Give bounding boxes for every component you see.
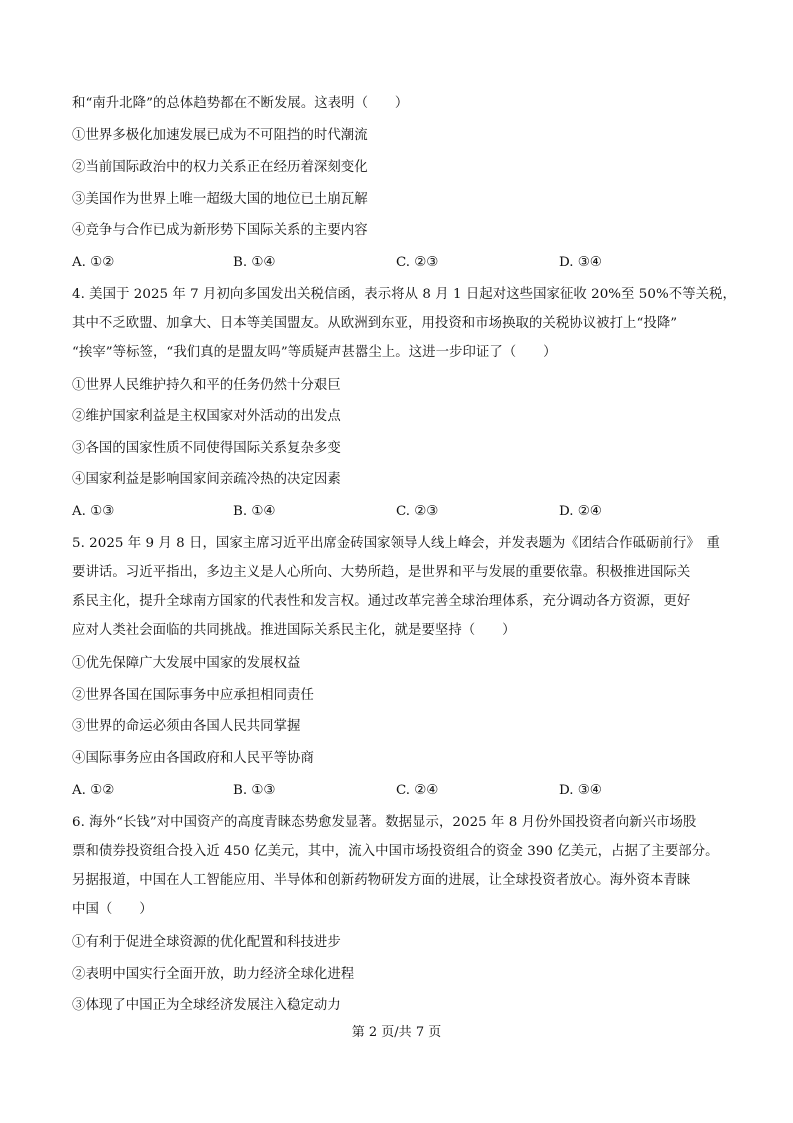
- q6-item-3: ③体现了中国正为全球经济发展注入稳定动力: [72, 998, 341, 1013]
- q6-item-2: ②表明中国实行全面开放，助力经济全球化进程: [72, 967, 355, 982]
- q5-option-c: C. ②④: [396, 783, 439, 798]
- q3-option-c: C. ②③: [396, 255, 439, 270]
- q4-options: [72, 503, 732, 521]
- q5-stem-line-4: 应对人类社会面临的共同挑战。推进国际关系民主化，就是要坚持（ ）: [72, 623, 516, 638]
- q3-stem-tail: 和“南升北降”的总体趋势都在不断发展。这表明（ ）: [72, 96, 409, 111]
- q5-options: [72, 782, 732, 800]
- q3-item-2: ②当前国际政治中的权力关系正在经历着深刻变化: [72, 160, 368, 175]
- q5-stem-line-1: 5. 2025 年 9 月 8 日，国家主席习近平出席金砖国家领导人线上峰会，并发表题为《团结合作砥砺前行》 重: [72, 536, 720, 551]
- q3-option-b: B. ①④: [233, 255, 276, 270]
- q5-stem-line-3: 系民主化，提升全球南方国家的代表性和发言权。通过改革完善全球治理体系，充分调动各方资源，更好: [72, 594, 691, 609]
- page-number: 第 2 页/共 7 页: [351, 1025, 442, 1040]
- q5-item-4: ④国际事务应由各国政府和人民平等协商: [72, 751, 314, 766]
- q4-option-b: B. ①④: [233, 504, 276, 519]
- q5-option-a: A. ①②: [72, 783, 115, 798]
- q4-item-1: ①世界人民维护持久和平的任务仍然十分艰巨: [72, 378, 341, 393]
- q5-item-3: ③世界的命运必须由各国人民共同掌握: [72, 719, 301, 734]
- q3-item-1: ①世界多极化加速发展已成为不可阻挡的时代潮流: [72, 128, 368, 143]
- q3-options: [72, 254, 732, 272]
- q4-stem-line-3: “挨宰”等标签，“我们真的是盟友吗”等质疑声甚嚣尘上。这进一步印证了（ ）: [72, 345, 557, 360]
- q3-option-d: D. ③④: [559, 255, 602, 270]
- q4-option-a: A. ①③: [72, 504, 115, 519]
- q4-item-4: ④国家利益是影响国家间亲疏冷热的决定因素: [72, 472, 341, 487]
- q6-item-1: ①有利于促进全球资源的优化配置和科技进步: [72, 935, 341, 950]
- q4-item-3: ③各国的国家性质不同使得国际关系复杂多变: [72, 441, 341, 456]
- q5-stem-line-2: 要讲话。习近平指出，多边主义是人心所向、大势所趋，是世界和平与发展的重要依靠。积极推进国际关: [72, 565, 691, 580]
- q3-item-4: ④竞争与合作已成为新形势下国际关系的主要内容: [72, 223, 368, 238]
- q4-stem-line-2: 其中不乏欧盟、加拿大、日本等美国盟友。从欧洲到东亚，用投资和市场换取的关税协议被打上“投降”: [72, 316, 678, 331]
- q5-option-b: B. ①③: [233, 783, 276, 798]
- q3-option-a: A. ①②: [72, 255, 115, 270]
- q4-stem-line-1: 4. 美国于 2025 年 7 月初向多国发出关税信函，表示将从 8 月 1 日起对这些国家征收 20%至 50%不等关税，: [72, 287, 736, 302]
- q5-item-1: ①优先保障广大发展中国家的发展权益: [72, 656, 301, 671]
- q5-option-d: D. ③④: [559, 783, 602, 798]
- q4-item-2: ②维护国家利益是主权国家对外活动的出发点: [72, 409, 341, 424]
- q5-item-2: ②世界各国在国际事务中应承担相同责任: [72, 688, 314, 703]
- q6-stem-line-4: 中国（ ）: [72, 902, 153, 917]
- q4-option-c: C. ②③: [396, 504, 439, 519]
- q6-stem-line-1: 6. 海外“长钱”对中国资产的高度青睐态势愈发显著。数据显示，2025 年 8 月份外国投资者向新兴市场股: [72, 815, 697, 830]
- q3-item-3: ③美国作为世界上唯一超级大国的地位已土崩瓦解: [72, 192, 368, 207]
- q6-stem-line-3: 另据报道，中国在人工智能应用、半导体和创新药物研发方面的进展，让全球投资者放心。海外资本青睐: [72, 873, 691, 888]
- q6-stem-line-2: 票和债券投资组合投入近 450 亿美元，其中，流入中国市场投资组合的资金 390 亿美元，占据了主要部分。: [72, 844, 719, 859]
- q4-option-d: D. ②④: [559, 504, 602, 519]
